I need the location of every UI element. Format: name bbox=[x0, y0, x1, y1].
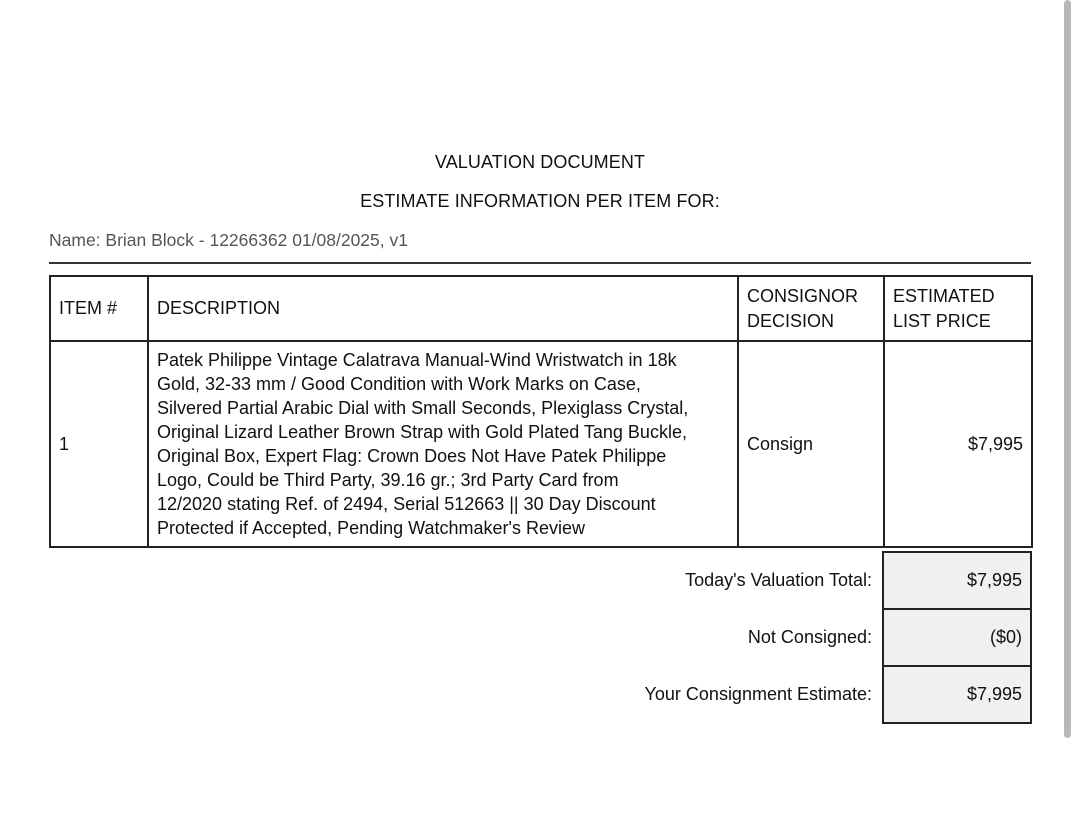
cell-item-number: 1 bbox=[50, 341, 148, 547]
header-divider bbox=[49, 262, 1031, 264]
items-table bbox=[49, 275, 1033, 548]
summary-row-valuation-total bbox=[49, 552, 1031, 609]
cell-consignor-decision: Consign bbox=[738, 341, 884, 547]
document-title: VALUATION DOCUMENT bbox=[434, 152, 646, 172]
summary-table bbox=[49, 551, 1032, 724]
valuation-total-label: Today's Valuation Total: bbox=[685, 570, 872, 590]
header-estimated-list-price: ESTIMATED LIST PRICE bbox=[884, 276, 1032, 341]
summary-row-consignment-estimate bbox=[49, 666, 1031, 723]
cell-estimated-price: $7,995 bbox=[884, 341, 1032, 547]
header-consignor-decision: CONSIGNOR DECISION bbox=[738, 276, 884, 341]
consignment-estimate-value: $7,995 bbox=[883, 666, 1031, 723]
header-description: DESCRIPTION bbox=[148, 276, 738, 341]
valuation-total-value: $7,995 bbox=[883, 552, 1031, 609]
header-item-number: ITEM # bbox=[50, 276, 148, 341]
cell-description: Patek Philippe Vintage Calatrava Manual-Wind Wristwatch in 18k Gold, 32-33 mm / Good Condition with Work Marks on Case, Silvered Partial Arabic Dial with Small Seconds, Plexiglass Crystal, Original Lizard Leather Brown Strap with Gold Plated Tang Buckle, Original Box, Expert Flag: Crown Does Not Have Patek Philippe Logo, Could be Third Party, 39.16 gr.; 3rd Party Card from 12/2020 stating Ref. of 2494, Serial 512663 || 30 Day Discount Protected if Accepted, Pending Watchmaker's Review bbox=[148, 341, 738, 547]
table-row bbox=[50, 341, 1032, 547]
not-consigned-label: Not Consigned: bbox=[747, 627, 872, 647]
document-subtitle: ESTIMATE INFORMATION PER ITEM FOR: bbox=[360, 191, 720, 211]
not-consigned-value: ($0) bbox=[883, 609, 1031, 666]
summary-row-not-consigned bbox=[49, 609, 1031, 666]
client-name-line: Name: Brian Block - 12266362 01/08/2025, v1 bbox=[49, 230, 408, 250]
table-header-row bbox=[50, 276, 1032, 341]
vertical-scrollbar[interactable] bbox=[1064, 0, 1071, 738]
consignment-estimate-label: Your Consignment Estimate: bbox=[644, 684, 872, 704]
